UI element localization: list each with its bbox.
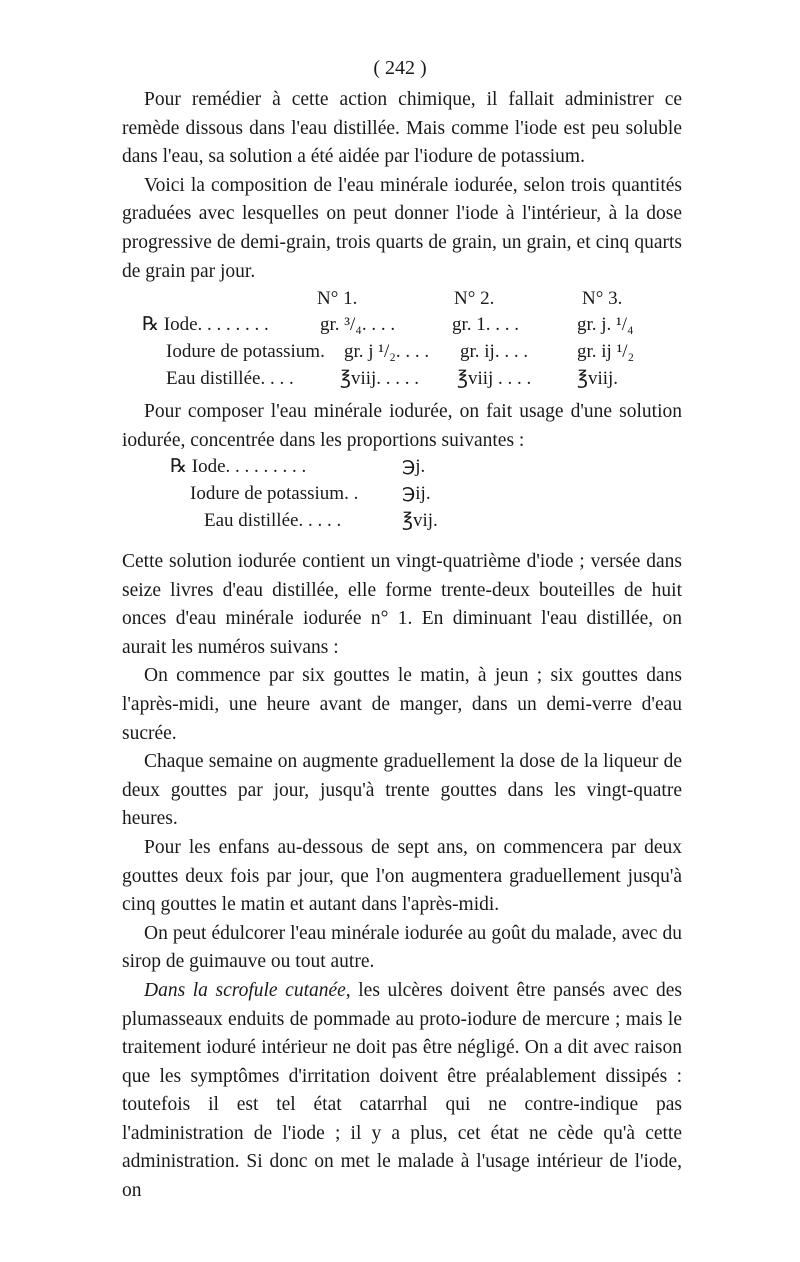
paragraph-8: On peut édulcorer l'eau minérale iodurée au goût du malade, avec du sirop de guimauve ou tout autre. xyxy=(122,922,682,973)
table1-dose-2: ℥viij . . . . xyxy=(457,368,532,389)
table2-ingredient: ℞ Iode. . . . . . . . . xyxy=(170,456,307,477)
table1-row xyxy=(122,311,682,337)
paragraph-3: Pour composer l'eau minérale iodurée, on fait usage d'une solution iodurée, concentrée dans les proportions suivantes : xyxy=(122,401,682,451)
table1-dose-1: ℥viij. . . . . xyxy=(340,368,420,389)
paragraph-2: Voici la composition de l'eau minérale iodurée, selon trois quantités graduées avec lesquelles on peut donner l'iode à l'intérieur, à la dose progressive de demi-grain, trois quarts de grain, un grain, et cinq quarts de grain par jour. xyxy=(122,174,682,282)
paragraph-9-italic: Dans la scrofule cutanée xyxy=(144,979,346,1001)
table2-amount: ℈j. xyxy=(402,456,426,477)
table1-ingredient: Eau distillée. . . . xyxy=(166,368,294,389)
table1-dose-1: gr. ³/₄. . . . xyxy=(320,314,396,335)
table1-dose-1: gr. j ¹/₂. . . . xyxy=(344,341,430,362)
paragraph-9 xyxy=(122,977,682,1206)
page-number: ( 242 ) xyxy=(373,57,427,79)
table1-dose-3: gr. ij ¹/₂ xyxy=(577,341,635,362)
paragraph-1: Pour remédier à cette action chimique, il fallait administrer ce remède dissous dans l'eau distillée. Mais comme l'iode est peu soluble dans l'eau, sa solution a été aidée par l'iodure de potassium. xyxy=(122,89,682,168)
paragraph-9-text: , les ulcères doivent être pansés avec des plumasseaux enduits de pommade au proto-iodure de mercure ; mais le traitement ioduré intérieur ne doit pas être négligé. On a dit avec raison que les symptômes d'irritation doivent être préalablement dissipés : toutefois il est tel état catarrhal qui ne contre-indique pas l'administration de l'iode ; il y a plus, cet état ne cède qu'à cette administration. Si donc on met le malade à l'usage intérieur de l'iode, on xyxy=(122,979,682,1202)
table1-row xyxy=(122,365,682,391)
table2-row xyxy=(160,453,460,480)
table1-header-1: N° 1. xyxy=(317,288,358,309)
section-intro xyxy=(122,86,682,286)
table2-row xyxy=(160,507,460,534)
paragraph-7: Pour les enfans au-dessous de sept ans, on commencera par deux gouttes deux fois par jour, que l'on augmentera graduellement jusqu'à cinq gouttes le matin et autant dans l'après-midi. xyxy=(122,836,682,916)
prescription-table-2 xyxy=(160,453,460,534)
table2-amount: ℈ij. xyxy=(402,483,431,504)
table1-dose-3: gr. j. ¹/₄ xyxy=(577,314,634,335)
table1-header-row xyxy=(122,285,682,311)
paragraph-4: Cette solution iodurée contient un vingt-quatrième d'iode ; versée dans seize livres d'eau distillée, elle forme trente-deux bouteilles de huit onces d'eau minérale iodurée n° 1. En diminuant l'eau distillée, on aurait les numéros suivans : xyxy=(122,551,682,658)
table1-ingredient: Iodure de potassium. xyxy=(166,341,325,362)
table1-row xyxy=(122,338,682,364)
table1-header-2: N° 2. xyxy=(454,288,495,309)
table1-dose-2: gr. ij. . . . xyxy=(460,341,529,362)
section-dosage xyxy=(122,548,682,1206)
table2-row xyxy=(160,480,460,507)
table2-ingredient: Eau distillée. . . . . xyxy=(204,510,342,531)
paragraph-5: On commence par six gouttes le matin, à jeun ; six gouttes dans l'après-midi, une heure avant de manger, dans un demi-verre d'eau sucrée. xyxy=(122,665,682,744)
table1-dose-3: ℥viij. xyxy=(577,368,619,389)
table1-dose-2: gr. 1. . . . xyxy=(452,314,520,335)
paragraph-6: Chaque semaine on augmente graduellement la dose de la liqueur de deux gouttes par jour, jusqu'à trente gouttes dans les vingt-quatre heures. xyxy=(122,751,682,830)
table2-ingredient: Iodure de potassium. . xyxy=(190,483,359,504)
table2-amount: ℥vij. xyxy=(402,510,438,531)
section-solution xyxy=(122,398,682,455)
table1-header-3: N° 3. xyxy=(582,288,623,309)
table1-ingredient: ℞ Iode. . . . . . . . xyxy=(142,314,269,335)
